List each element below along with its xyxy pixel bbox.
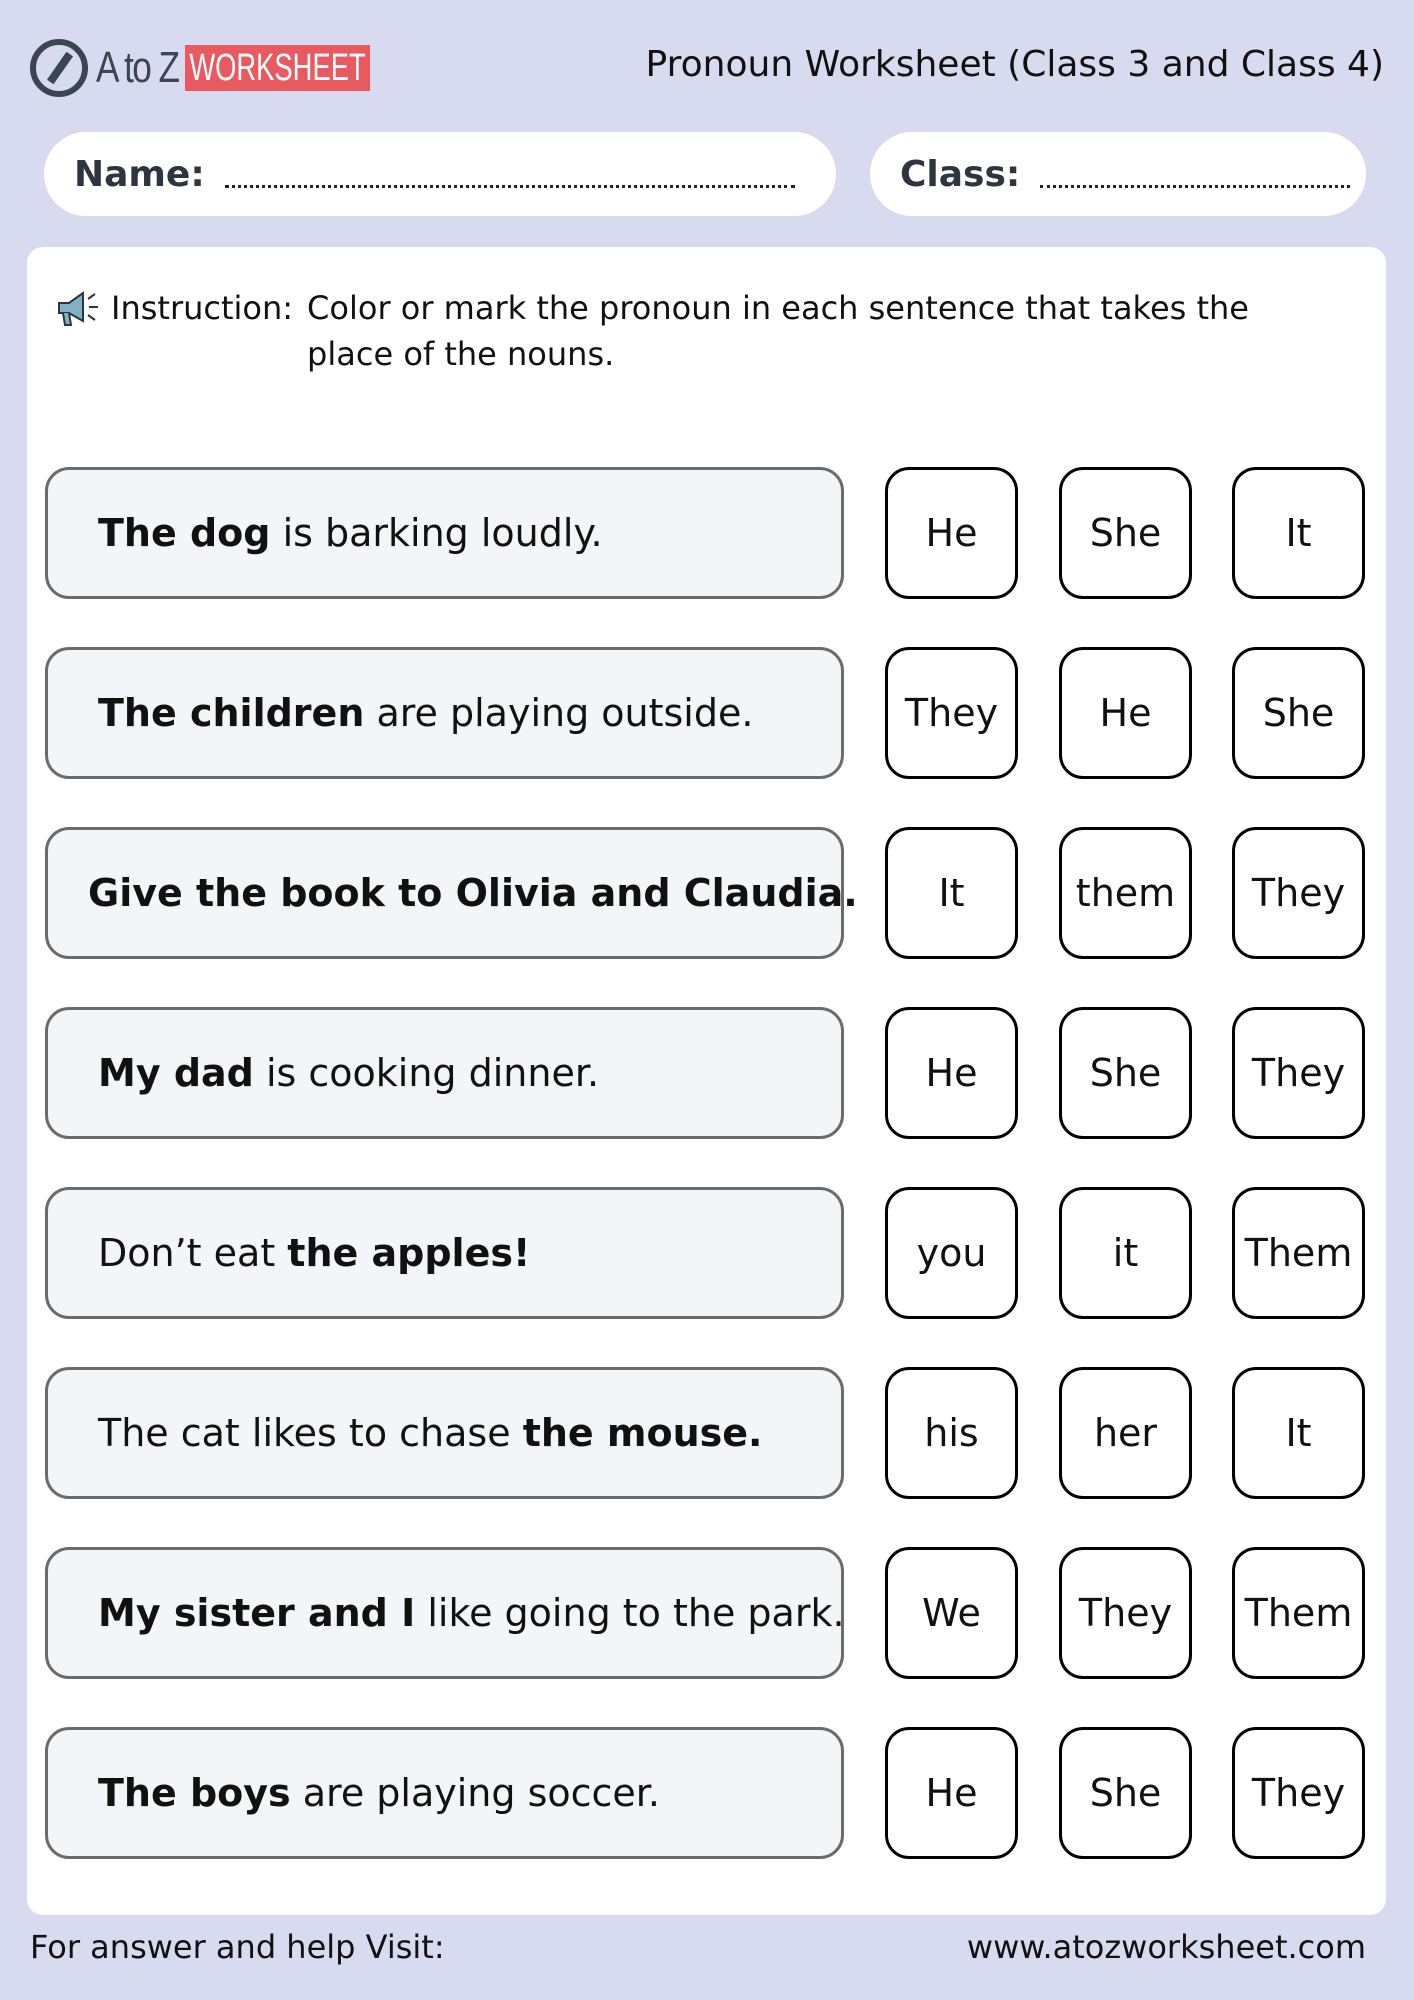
sentence-box <box>45 1007 844 1139</box>
sentence-text: like going to the park. <box>415 1591 845 1635</box>
pronoun-option[interactable]: She <box>1059 1727 1192 1859</box>
sentence-box <box>45 467 844 599</box>
megaphone-icon <box>55 289 101 329</box>
sentence-text: are playing outside. <box>364 691 754 735</box>
noun-phrase: the mouse. <box>522 1411 763 1455</box>
class-label: Class: <box>900 153 1021 195</box>
sentence-text: is cooking dinner. <box>253 1051 600 1095</box>
noun-phrase: My dad <box>98 1051 254 1095</box>
instruction-text: Color or mark the pronoun in each sentence that takes the place of the nouns. <box>307 289 1249 373</box>
pronoun-option[interactable]: He <box>1059 647 1192 779</box>
pronoun-option[interactable]: They <box>1232 1727 1365 1859</box>
instruction-label: Instruction: <box>111 289 294 327</box>
sentence-text: The cat likes to chase <box>98 1411 523 1455</box>
instruction <box>55 285 1307 377</box>
pronoun-option[interactable]: He <box>885 467 1018 599</box>
question-row <box>45 1547 1365 1679</box>
logo <box>30 38 442 98</box>
pronoun-option[interactable]: Them <box>1232 1187 1365 1319</box>
class-blank-line[interactable] <box>1040 185 1350 188</box>
sentence-box <box>45 1547 844 1679</box>
pronoun-option[interactable]: They <box>1059 1547 1192 1679</box>
noun-phrase: Give the book to Olivia and Claudia. <box>88 871 858 915</box>
question-row <box>45 1007 1365 1139</box>
pronoun-option[interactable]: We <box>885 1547 1018 1679</box>
sentence-text: are playing soccer. <box>290 1771 661 1815</box>
question-row <box>45 467 1365 599</box>
name-blank-line[interactable] <box>225 185 795 188</box>
pronoun-option[interactable]: He <box>885 1007 1018 1139</box>
logo-pen-icon <box>30 39 88 97</box>
name-field[interactable] <box>44 132 836 216</box>
sentence-box <box>45 647 844 779</box>
noun-phrase: The dog <box>98 511 271 555</box>
pronoun-option[interactable]: It <box>885 827 1018 959</box>
name-label: Name: <box>74 153 205 195</box>
sentence-text: Don’t eat <box>98 1231 288 1275</box>
question-row <box>45 647 1365 779</box>
logo-text: A to Z <box>96 43 179 92</box>
pronoun-option[interactable]: them <box>1059 827 1192 959</box>
pronoun-option[interactable]: It <box>1232 467 1365 599</box>
footer-url-link[interactable]: www.atozworksheet.com <box>966 1928 1366 1966</box>
question-row <box>45 1727 1365 1859</box>
class-field[interactable] <box>870 132 1366 216</box>
pronoun-option[interactable]: She <box>1059 467 1192 599</box>
pronoun-option[interactable]: They <box>1232 827 1365 959</box>
footer-help-text: For answer and help Visit: <box>30 1928 445 1966</box>
pronoun-option[interactable]: it <box>1059 1187 1192 1319</box>
pronoun-option[interactable]: Them <box>1232 1547 1365 1679</box>
pronoun-option[interactable]: her <box>1059 1367 1192 1499</box>
pronoun-option[interactable]: his <box>885 1367 1018 1499</box>
sentence-text: is barking loudly. <box>270 511 603 555</box>
sentence-box <box>45 1367 844 1499</box>
sentence-box <box>45 1187 844 1319</box>
pronoun-option[interactable]: She <box>1232 647 1365 779</box>
pronoun-option[interactable]: He <box>885 1727 1018 1859</box>
logo-badge: WORKSHEET <box>185 45 370 91</box>
question-row <box>45 827 1365 959</box>
noun-phrase: the apples! <box>287 1231 531 1275</box>
pronoun-option[interactable]: They <box>885 647 1018 779</box>
noun-phrase: My sister and I <box>98 1591 416 1635</box>
pronoun-option[interactable]: It <box>1232 1367 1365 1499</box>
pronoun-option[interactable]: you <box>885 1187 1018 1319</box>
page-title: Pronoun Worksheet (Class 3 and Class 4) <box>645 44 1384 85</box>
noun-phrase: The boys <box>98 1771 291 1815</box>
question-row <box>45 1367 1365 1499</box>
sentence-box <box>45 1727 844 1859</box>
question-row <box>45 1187 1365 1319</box>
pronoun-option[interactable]: They <box>1232 1007 1365 1139</box>
sentence-box <box>45 827 858 959</box>
noun-phrase: The children <box>98 691 365 735</box>
pronoun-option[interactable]: She <box>1059 1007 1192 1139</box>
